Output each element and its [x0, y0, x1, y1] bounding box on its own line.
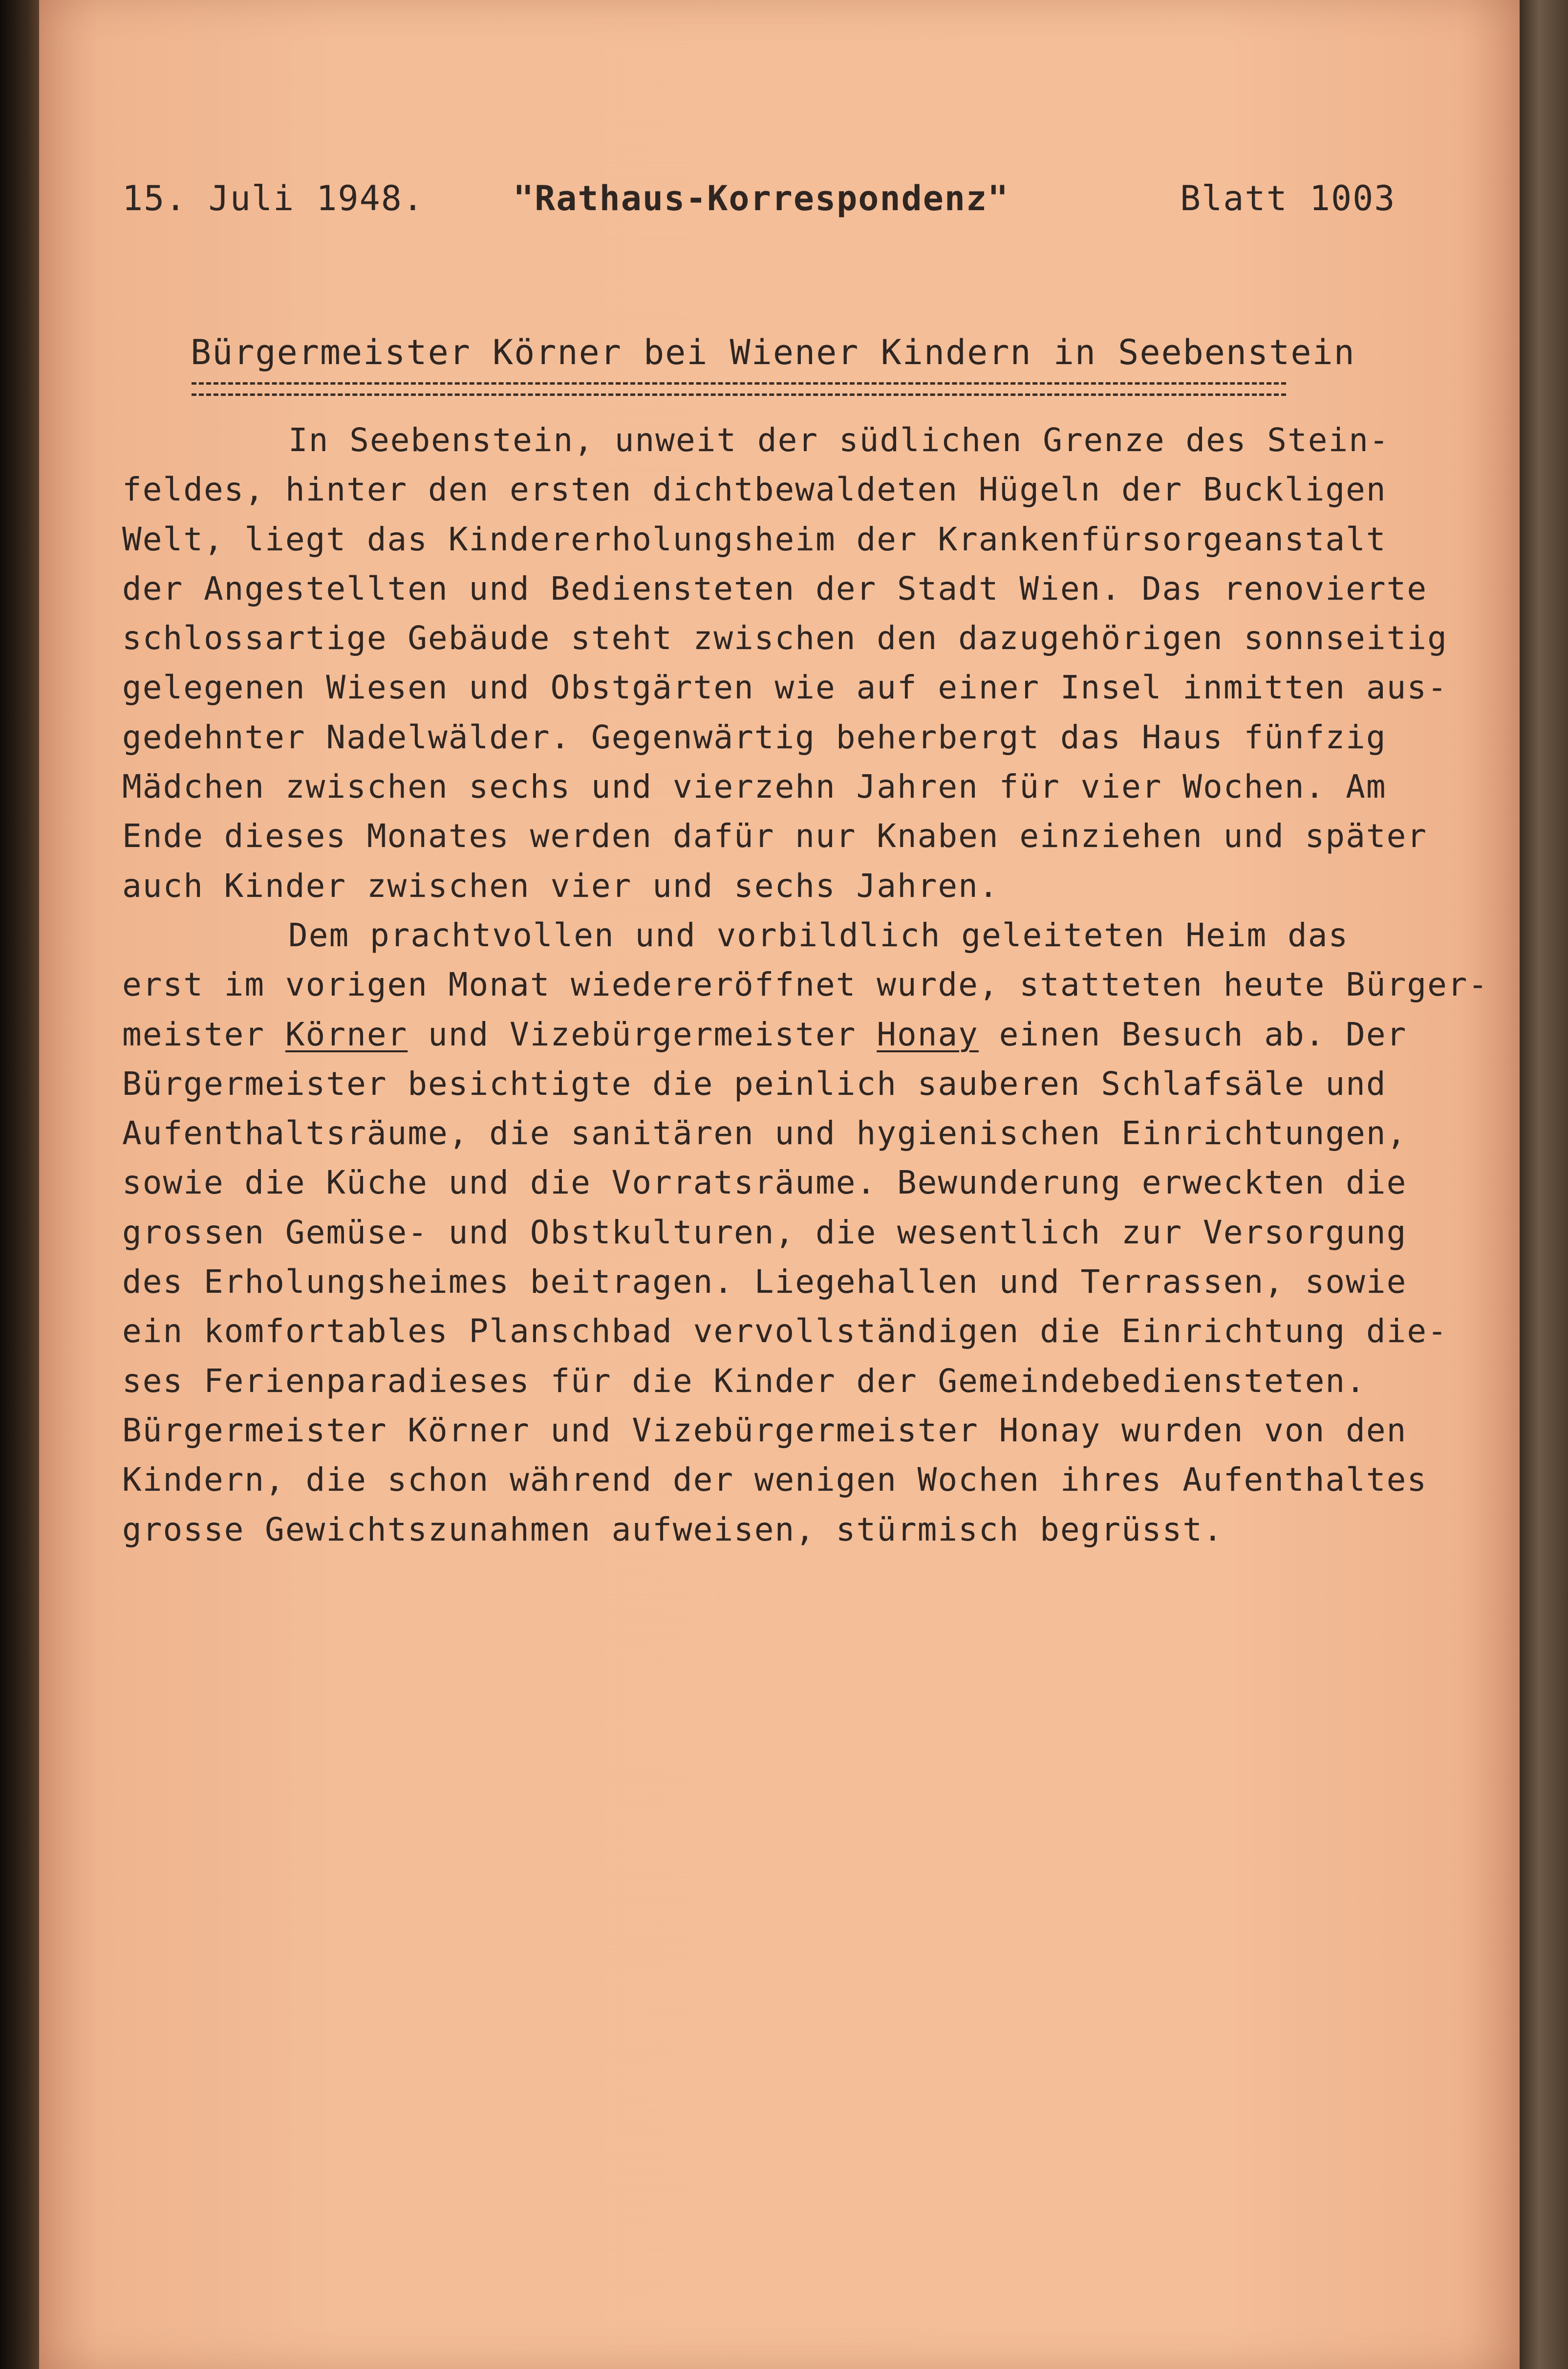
title-double-underline [192, 382, 1286, 396]
text-line: ses Ferienparadieses für die Kinder der Gemeindebediensteten. [122, 1362, 1366, 1400]
book-spine [0, 0, 39, 2369]
text-line [122, 1010, 1422, 1059]
page-edge [1520, 0, 1568, 2369]
text-line: des Erholungsheimes beitragen. Liegehallen und Terrassen, sowie [122, 1263, 1407, 1301]
text-line: Ende dieses Monates werden dafür nur Knaben einziehen und später [122, 817, 1428, 855]
page-header [122, 178, 1402, 232]
header-sheet-number: Blatt 1003 [1180, 178, 1396, 218]
article-title: Bürgermeister Körner bei Wiener Kindern in Seebenstein [191, 332, 1355, 372]
header-date: 15. Juli 1948. [122, 178, 425, 218]
text-line: der Angestellten und Bediensteten der Stadt Wien. Das renovierte [122, 569, 1428, 608]
text-line: feldes, hinter den ersten dichtbewaldeten Hügeln der Buckligen [122, 471, 1387, 509]
text-line: schlossartige Gebäude steht zwischen den dazugehörigen sonnseitig [122, 619, 1448, 657]
text-line: Mädchen zwischen sechs und vierzehn Jahren für vier Wochen. Am [122, 768, 1387, 806]
text-line: Kindern, die schon während der wenigen Wochen ihres Aufenthaltes [122, 1461, 1428, 1499]
text-line: grosse Gewichtszunahmen aufweisen, stürmisch begrüsst. [122, 1510, 1224, 1548]
text-line: erst im vorigen Monat wiedereröffnet wurde, statteten heute Bürger- [122, 966, 1489, 1004]
text-line: gelegenen Wiesen und Obstgärten wie auf einer Insel inmitten aus- [122, 669, 1448, 707]
underlined-name: Honay [877, 1015, 979, 1053]
text-line: ein komfortables Planschbad vervollständigen die Einrichtung die- [122, 1312, 1448, 1350]
text-span: und Vizebürgermeister [408, 1015, 877, 1053]
text-line: Bürgermeister besichtigte die peinlich sauberen Schlafsäle und [122, 1065, 1387, 1103]
text-line: sowie die Küche und die Vorratsräume. Bewunderung erweckten die [122, 1164, 1407, 1202]
text-line: Aufenthaltsräume, die sanitären und hygienischen Einrichtungen, [122, 1114, 1407, 1152]
text-line: In Seebenstein, unweit der südlichen Grenze des Stein- [288, 421, 1390, 459]
text-span: meister [122, 1015, 285, 1053]
underlined-name: Körner [285, 1015, 408, 1053]
text-line: Bürgermeister Körner und Vizebürgermeister Honay wurden von den [122, 1411, 1407, 1449]
text-line: Welt, liegt das Kindererholungsheim der Krankenfürsorgeanstalt [122, 520, 1387, 558]
text-span: einen Besuch ab. Der [978, 1015, 1407, 1053]
article-body [122, 415, 1489, 1554]
text-line: Dem prachtvollen und vorbildlich geleiteten Heim das [288, 916, 1349, 954]
typewritten-page [39, 0, 1520, 2369]
text-line: auch Kinder zwischen vier und sechs Jahren. [122, 867, 999, 905]
text-line: gedehnter Nadelwälder. Gegenwärtig beherbergt das Haus fünfzig [122, 718, 1387, 756]
text-line: grossen Gemüse- und Obstkulturen, die wesentlich zur Versorgung [122, 1213, 1407, 1251]
header-publication: "Rathaus-Korrespondenz" [513, 178, 1010, 218]
